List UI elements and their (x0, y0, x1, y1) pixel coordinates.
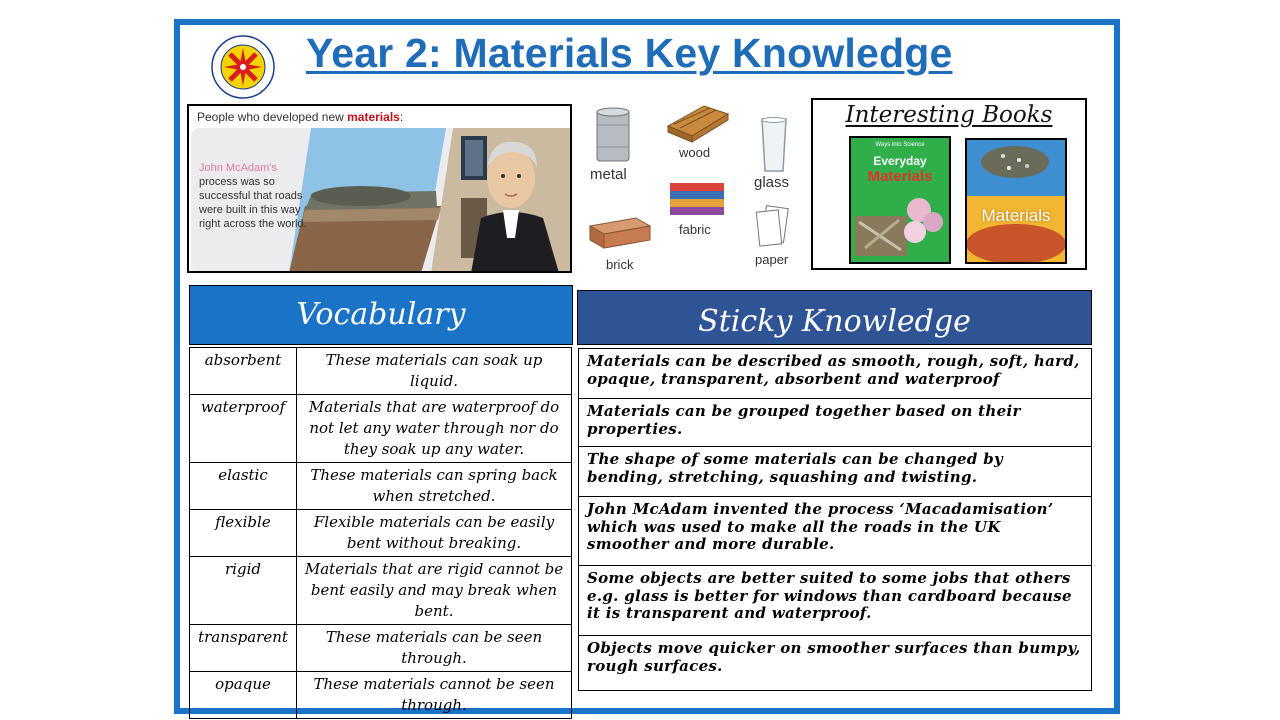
sticky-item: John McAdam invented the process ‘Macadamisation’ which was used to make all the roads in the UK smoother and more durable. (579, 496, 1091, 565)
vocab-row (190, 557, 572, 625)
sticky-item: Objects move quicker on smoother surfaces than bumpy, rough surfaces. (579, 635, 1091, 690)
vocab-definition: These materials can be seen through. (297, 625, 572, 672)
vocab-term: rigid (190, 557, 297, 625)
vocab-term: absorbent (190, 348, 297, 395)
vocab-term: transparent (190, 625, 297, 672)
books-title: Interesting Books (845, 102, 1053, 128)
vocab-row (190, 463, 572, 510)
school-crest-icon (208, 34, 278, 100)
fabric-icon (668, 181, 726, 219)
vocab-row (190, 625, 572, 672)
vocab-definition: Materials that are waterproof do not let any water through nor do they soak up any water. (297, 395, 572, 463)
vocab-term: opaque (190, 672, 297, 719)
people-description (199, 161, 317, 231)
material-label-brick: brick (606, 257, 634, 272)
sticky-item: The shape of some materials can be changed by bending, stretching, squashing and twisting. (579, 446, 1091, 496)
people-description-text: process was so successful that roads were built in this way right across the world. (199, 176, 307, 230)
person-name: John McAdam's (199, 162, 277, 174)
paper-icon (754, 205, 790, 249)
people-heading-prefix: People who developed new (197, 110, 348, 124)
material-label-paper: paper (755, 252, 789, 267)
material-label-metal: metal (590, 166, 627, 183)
vocab-row (190, 348, 572, 395)
vocab-definition: These materials cannot be seen through. (297, 672, 572, 719)
vocabulary-table (189, 347, 572, 719)
book-materials (965, 138, 1067, 264)
vocab-row (190, 395, 572, 463)
vocab-term: waterproof (190, 395, 297, 463)
people-heading-suffix: : (399, 110, 404, 124)
sticky-knowledge-list (578, 348, 1092, 691)
wood-planks-icon (664, 100, 732, 144)
material-label-wood: wood (679, 145, 711, 160)
vocab-definition: These materials can soak up liquid. (297, 348, 572, 395)
sticky-knowledge-heading: Sticky Knowledge (577, 290, 1092, 345)
people-heading (197, 110, 403, 124)
sticky-item: Materials can be described as smooth, rough, soft, hard, opaque, transparent, absorbent and waterproof (587, 352, 1080, 388)
vocab-definition: Materials that are rigid cannot be bent easily and may break when bent. (297, 557, 572, 625)
sticky-item: Materials can be grouped together based on their properties. (579, 398, 1091, 446)
book1-cover-art (855, 192, 945, 258)
book1-series: Ways into Science (875, 142, 925, 148)
material-label-fabric: fabric (679, 222, 711, 237)
brick-icon (586, 214, 654, 250)
books-panel (811, 98, 1087, 270)
vocab-term: elastic (190, 463, 297, 510)
vocab-definition: These materials can spring back when stretched. (297, 463, 572, 510)
vocabulary-heading: Vocabulary (189, 285, 573, 345)
people-panel (187, 104, 572, 273)
people-heading-highlight: materials (347, 110, 400, 124)
vocab-term: flexible (190, 510, 297, 557)
sticky-item: Some objects are better suited to some jobs that others e.g. glass is better for windows than cardboard because it is transparent and waterproof. (579, 565, 1091, 635)
material-label-glass: glass (754, 174, 790, 191)
book1-title-line2: Materials (867, 168, 933, 185)
page-title: Year 2: Materials Key Knowledge (306, 30, 953, 76)
metal-can-icon (595, 107, 631, 165)
glass-icon (760, 117, 788, 173)
vocab-row (190, 672, 572, 719)
vocab-definition: Flexible materials can be easily bent without breaking. (297, 510, 572, 557)
book-everyday-materials (849, 136, 951, 264)
book2-title: Materials (981, 206, 1051, 225)
book2-cover-art (967, 140, 1065, 262)
vocab-row (190, 510, 572, 557)
book1-title-line1: Everyday (873, 154, 927, 168)
